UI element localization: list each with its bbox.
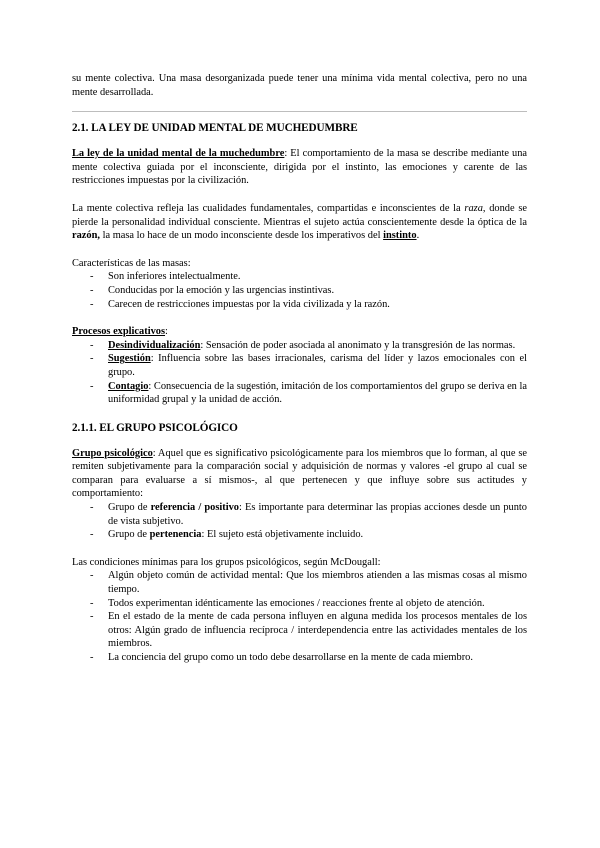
caracteristicas-label: Características de las masas: [72,257,191,269]
mente-colectiva-paragraph [72,202,527,243]
instinto-term: instinto [383,230,417,242]
ley-paragraph [72,147,527,188]
procesos-term: Procesos explicativos [72,326,166,338]
list-item [72,380,527,407]
list-item [72,352,527,379]
mente-text-d: . [416,230,420,242]
list-item: - Todos experimentan idénticamente las emociones / reacciones frente al objeto de atención. [72,597,527,611]
list-item: - Conducidas por la emoción y las urgencias instintivas. [72,284,527,298]
list-item: - La conciencia del grupo como un todo debe desarrollarse en la mente de cada miembro. [72,651,527,665]
mente-text-c: la masa lo hace de un modo inconsciente desde los imperativos del [100,230,384,242]
list-item-text: : Sensación de poder asociada al anonimato y la transgresión de las normas. [200,339,516,351]
grupo-psicologico-term: Grupo psicológico [72,447,153,459]
list-item [72,339,527,353]
razon-term: razón, [72,230,100,242]
referencia-term: referencia / positivo [150,502,239,514]
list-item: - Algún objeto común de actividad mental: Que los miembros atienden a las mismas cosas al mismo tiempo. [72,569,527,596]
section-divider [72,111,527,112]
intro-paragraph: su mente colectiva. Una masa desorganizada puede tener una mínima vida mental colectiva, pero no una mente desarrollada. [72,73,527,98]
grupo-text: : Aquel que es significativo psicológicamente para los miembros que lo forman, al que se remiten subjetivamente para la comparación social y adquisición de normas y valores -el grupo al cual se comparan para evaluarse a sí mismos-, al que pertenecen y que influye sobre sus actitudes y comportamiento: [72,447,527,500]
section-heading-2-1-1: 2.1.1. EL GRUPO PSICOLÓGICO [72,421,238,434]
list-item-text: : Es importante para determinar las propias acciones desde un punto de vista subjetivo. [108,502,527,527]
procesos-label [72,325,527,339]
pertenencia-term: pertenencia [149,529,202,541]
procesos-colon: : [165,326,168,338]
tipos-list [72,501,527,542]
list-item: - Son inferiores intelectualmente. [72,270,527,284]
list-item [72,501,527,528]
list-item: - Carecen de restricciones impuestas por la vida civilizada y la razón. [72,298,527,312]
list-item-pre: Grupo de [108,529,150,541]
list-item-text: : El sujeto está objetivamente incluido. [201,529,364,541]
procesos-list [72,339,527,407]
contagio-term: Contagio [108,380,149,392]
grupo-paragraph [72,447,527,501]
desindividualizacion-term: Desindividualización [108,339,201,351]
condiciones-label: Las condiciones mínimas para los grupos psicológicos, según McDougall: [72,556,381,568]
ley-term: La ley de la unidad mental de la muchedumbre [72,148,285,160]
section-heading-2-1: 2.1. LA LEY DE UNIDAD MENTAL DE MUCHEDUMBRE [72,122,358,135]
list-item-text: : Consecuencia de la sugestión, imitación de los comportamientos del grupo se deriva en la uniformidad grupal y la unidad de acción. [108,380,527,406]
mente-text-b: , donde se pierde la personalidad individual consciente. Mientras el sujeto actúa conscientemente desde la óptica de la [72,202,527,228]
raza-term: raza [464,202,483,214]
list-item: - En el estado de la mente de cada persona influyen en alguna medida los procesos mentales de los otros: Algún grado de influencia recíproca / interdependencia entre las actividades mentales de los miembros. [72,610,527,651]
sugestion-term: Sugestión [108,353,151,365]
caracteristicas-list [72,270,527,311]
condiciones-list [72,569,527,664]
list-item [72,528,527,542]
page-content [72,72,527,665]
list-item-pre: Grupo de [108,502,151,514]
mente-text-a: La mente colectiva refleja las cualidades fundamentales, compartidas e inconscientes de la [72,202,465,214]
list-item-text: : Influencia sobre las bases irracionales, carisma del líder y lazos emocionales con el grupo. [108,353,527,378]
ley-text: : El comportamiento de la masa se describe mediante una mente colectiva guiada por el inconsciente, dirigida por el instinto, las emociones y carente de las restricciones impuestas por la civilización. [72,148,528,187]
